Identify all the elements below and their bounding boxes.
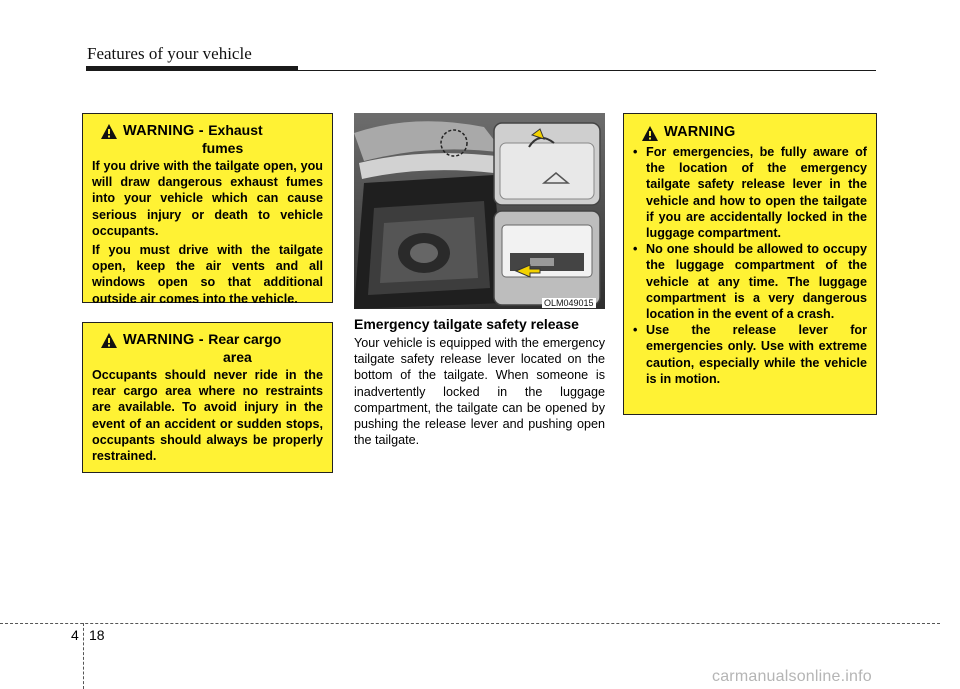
chapter-number: 4 <box>71 627 79 643</box>
warning-cargo-box <box>82 322 333 473</box>
footer-divider <box>83 623 84 689</box>
footer-rule <box>0 623 940 624</box>
warning-subtitle: Exhaust <box>208 122 263 138</box>
warning-subtitle-cont: area <box>223 349 252 365</box>
warning-emergency-box <box>623 113 877 415</box>
header-bar <box>86 66 298 71</box>
warning-emergency-heading <box>641 124 867 142</box>
warning-exhaust-box <box>82 113 333 306</box>
watermark: carmanualsonline.info <box>712 668 872 685</box>
warning-subtitle: Rear cargo <box>208 331 282 347</box>
section-body: Your vehicle is equipped with the emergency tailgate safety release lever located on the bottom of the tailgate. When someone is inadvertently locked in the luggage compartment, the tailgate can be opened by pushing the release lever and pushing open the tailgate. <box>354 336 605 448</box>
warning-word: WARNING - <box>123 332 204 348</box>
warning-list-item: • Use the release lever for emergencies only. Use with extreme caution, especially while the vehicle is in motion. <box>633 322 867 387</box>
warning-paragraph: If you must drive with the tailgate open, keep the air vents and all windows open so that additional outside air comes into the vehicle. <box>92 243 323 306</box>
tailgate-photo-image <box>354 113 605 309</box>
warning-word: WARNING - <box>123 123 204 139</box>
warning-triangle-icon <box>100 332 118 349</box>
warning-word: WARNING <box>664 124 736 140</box>
warning-paragraph: Occupants should never ride in the rear cargo area where no restraints are available. To avoid injury in the event of an accident or sudden stops, occupants should always be properly restrained. <box>92 368 323 464</box>
section-title: Emergency tailgate safety release <box>354 316 579 332</box>
warning-triangle-icon <box>100 123 118 140</box>
figure-code: OLM049015 <box>544 298 594 308</box>
warning-list <box>633 144 867 387</box>
page-number: 18 <box>89 627 105 643</box>
warning-subtitle-cont: fumes <box>202 140 244 156</box>
warning-list-item: • For emergencies, be fully aware of the location of the emergency tailgate safety release lever in the vehicle and how to open the tailgate if you are accidentally locked in the luggage compartment. <box>633 144 867 241</box>
warning-triangle-icon <box>641 125 659 142</box>
tailgate-release-illustration <box>354 113 605 309</box>
warning-paragraph: If you drive with the tailgate open, you will draw dangerous exhaust fumes into your vehicle which can cause serious injury or death to vehicle occupants. <box>92 159 323 238</box>
header-title: Features of your vehicle <box>87 44 252 63</box>
warning-exhaust-heading <box>100 122 323 156</box>
warning-list-item: • No one should be allowed to occupy the luggage compartment of the vehicle at any time. The luggage compartment is a very dangerous location in the event of a crash. <box>633 241 867 322</box>
header-rule <box>298 70 876 71</box>
warning-cargo-heading <box>100 331 323 365</box>
